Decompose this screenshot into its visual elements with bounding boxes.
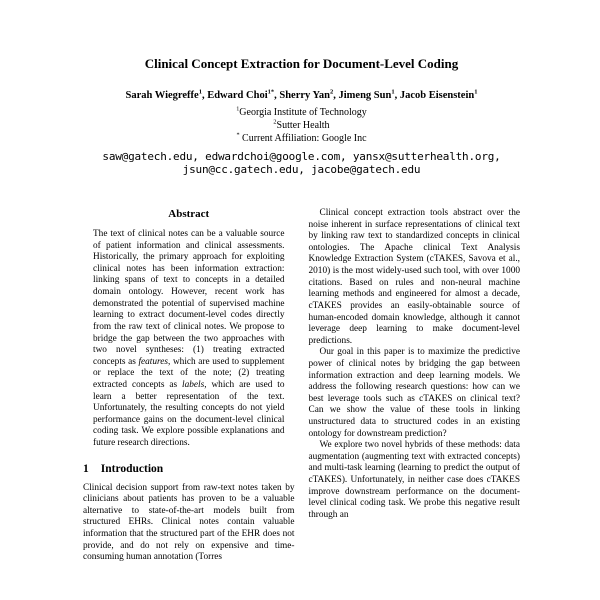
abstract-heading: Abstract	[168, 208, 210, 221]
author-sup: 1	[474, 88, 478, 96]
affiliation-sup: 1	[236, 105, 240, 113]
abstract-segment: , which are used to learn a better representation of the text. Unfortunately, the resulting concepts do not yield performance gains on the document-level clinical coding task. We explore possible explanations and future research directions.	[93, 379, 285, 448]
affiliation-sup: *	[236, 131, 240, 139]
abstract-text	[93, 229, 285, 450]
affiliation-line	[83, 132, 520, 145]
author-name: Edward Choi	[207, 89, 268, 101]
two-column-body	[83, 208, 520, 564]
right-column	[309, 208, 521, 564]
paper-title: Clinical Concept Extraction for Document-Level Coding	[144, 56, 459, 71]
right-paragraph-1: Clinical concept extraction tools abstract over the noise inherent in surface representations of clinical text by linking raw text to standardized concepts in clinical ontologies. The Apache clinical Text Analysis Knowledge Extraction System (cTAKES, Savova et al., 2010) is the most widely-used such tool, with over 1000 citations. Based on rules and non-neural machine learning methods and engineered for almost a decade, cTAKES provides an easily-obtainable source of human-encoded domain knowledge, although it cannot leverage deep learning to make document-level predictions.	[308, 208, 520, 346]
section-number: 1	[83, 462, 89, 475]
author-name: Jimeng Sun	[338, 89, 392, 101]
email-line: jsun@cc.gatech.edu, jacobe@gatech.edu	[182, 163, 421, 177]
right-paragraph-3: We explore two novel hybrids of these methods: data augmentation (augmenting text with extracted concepts) and multi-task learning (learning to predict the output of cTAKES). Unfortunately, in neither case does cTAKES improve downstream performance on the document-level clinical coding task. We probe this negative result through an	[308, 440, 520, 520]
author-sup: 1	[391, 88, 395, 96]
affiliation-text: Sutter Health	[276, 119, 330, 131]
author-name: Jacob Eisenstein	[399, 89, 475, 101]
intro-paragraph-1: Clinical decision support from raw-text notes taken by clinicians about patients has proven to be a valuable alternative to state-of-the-art models built from structured EHRs. Clinical notes contain valuable information that the structured part of the EHR does not provide, and do not rely on expensive and time-consuming human annotation (Torres	[83, 482, 295, 563]
author-name: Sarah Wiegreffe	[125, 89, 199, 101]
affiliation-text: Georgia Institute of Technology	[239, 106, 367, 118]
affiliations	[83, 106, 520, 145]
abstract-segment: , which are used to supplement or replace the text of the note; (2) treating extracted concepts as	[93, 356, 285, 390]
author-sup: 1*	[267, 88, 275, 96]
email-line: saw@gatech.edu, edwardchoi@google.com, yansx@sutterhealth.org,	[102, 149, 501, 163]
abstract-segment: The text of clinical notes can be a valuable source of patient information and clinical assessments. Historically, the primary approach for exploiting clinical notes has been information extraction: linking spans of text to concepts in a detailed domain ontology. However, recent work has demonstrated the potential of supervised machine learning to extract document-level codes directly from the raw text of clinical notes. We propose to bridge the gap between the two approaches with two novel syntheses: (1) treating extracted concepts as	[93, 229, 285, 367]
abstract-italic-features: features	[138, 356, 169, 367]
left-column	[83, 208, 295, 564]
affiliation-line	[83, 119, 520, 132]
section-title: Introduction	[100, 462, 164, 475]
right-paragraph-2: Our goal in this paper is to maximize the predictive power of clinical notes by bridging the gap between information extraction and deep learning models. We address the following research questions: how can we best leverage tools such as cTAKES on clinical text? Can we show the value of these tools in linking unstructured data to structured codes in an existing ontology for downstream prediction?	[308, 347, 520, 439]
affiliation-text: Current Affiliation: Google Inc	[242, 132, 367, 144]
email-block	[83, 150, 520, 178]
affiliation-sup: 2	[273, 118, 277, 126]
author-sup: 2	[330, 88, 334, 96]
author-name: Sherry Yan	[279, 89, 331, 101]
section-heading-introduction	[83, 463, 295, 475]
abstract-italic-labels: labels	[182, 379, 205, 390]
author-sup: 1	[198, 88, 202, 96]
author-line: Sarah Wiegreffe$^1$, Edward Choi$^{1*}$, Sherry Yan$^2$, Jimeng Sun$^1$, Jacob Eisenstein$^1$	[125, 88, 478, 101]
affiliation-line	[83, 106, 520, 119]
